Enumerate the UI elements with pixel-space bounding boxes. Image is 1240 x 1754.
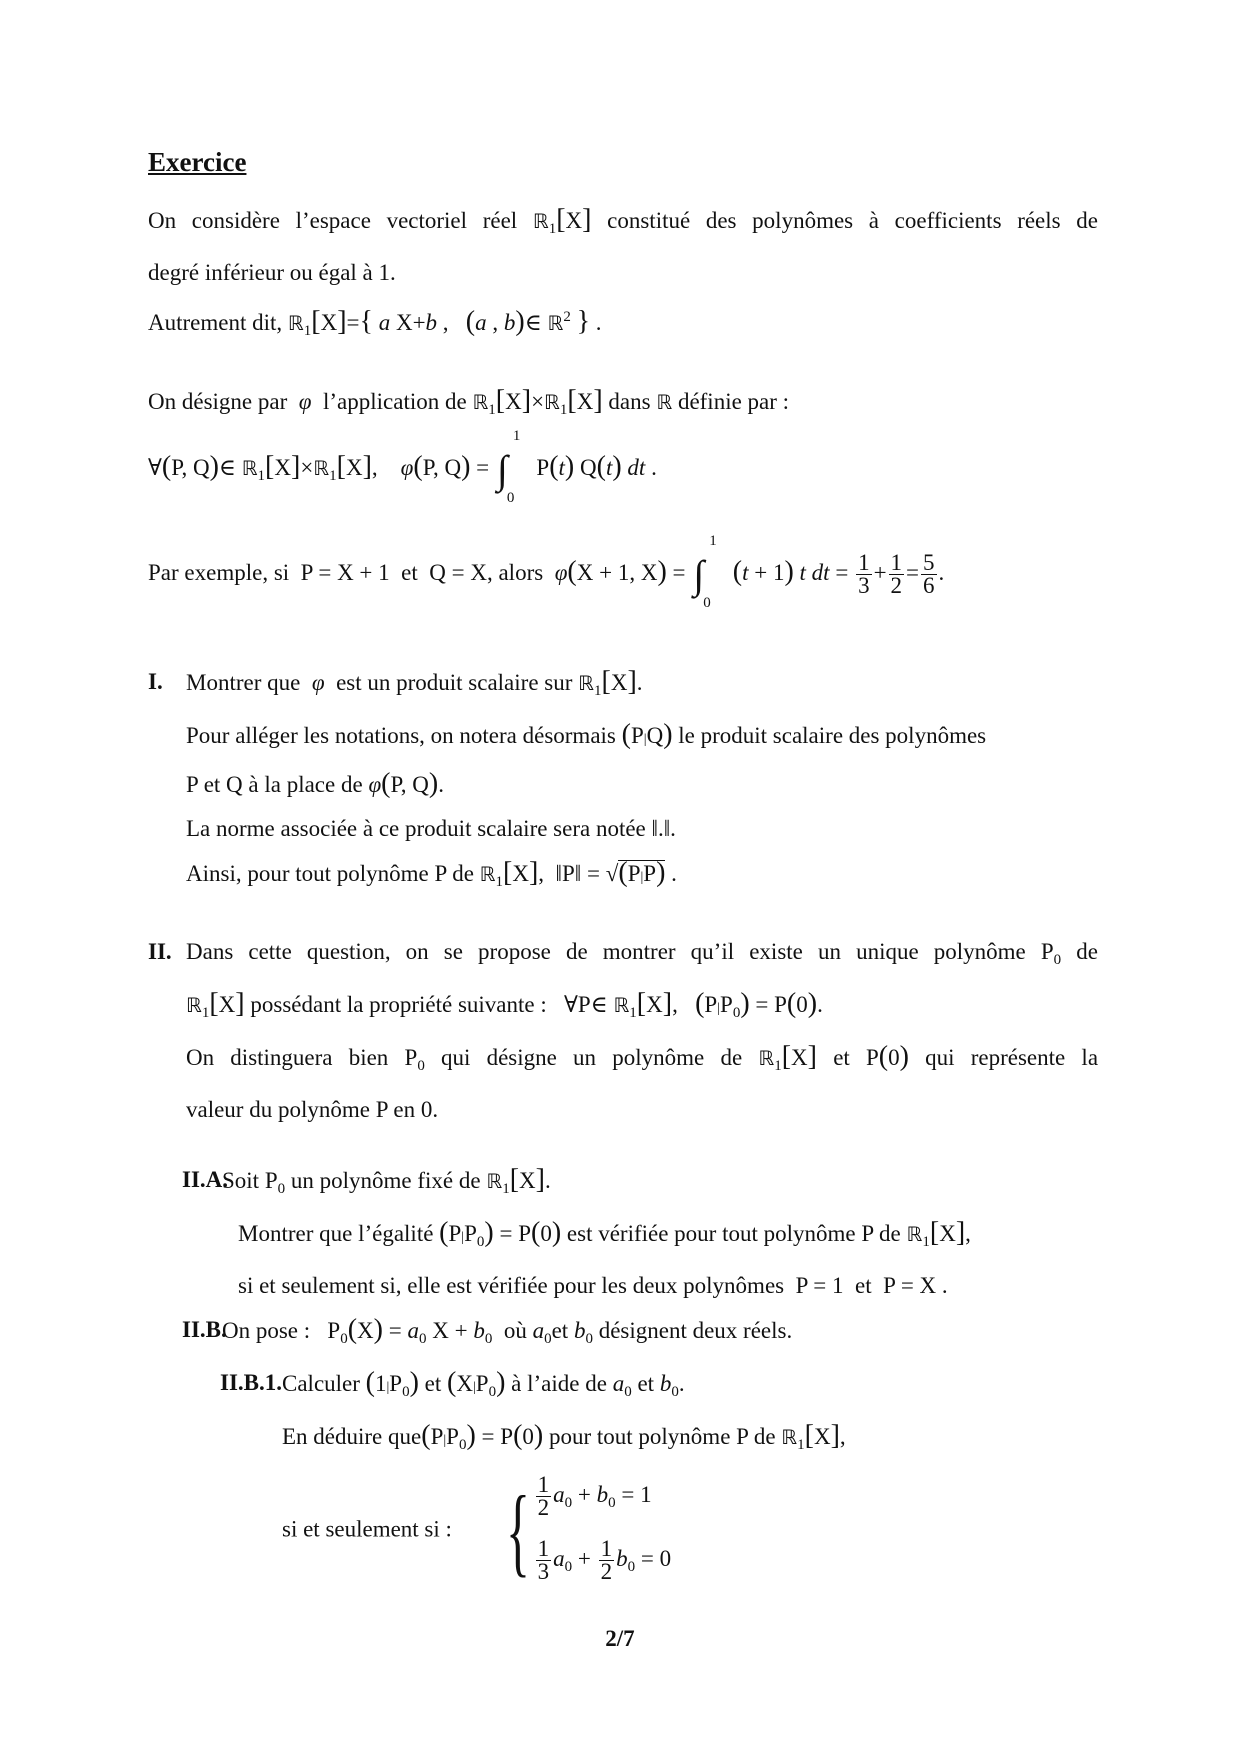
part-2A-label: II.A. [182, 1167, 229, 1192]
part-2: II. Dans cette question, on se propose de montrer qu’il existe un unique polynôme $P_0$ de ℝ$_1$[X] possédant la propriété suivante : ∀P∈ ℝ$_1$[X], $(P|P_0) = P(0)$. On distinguera bien $P_0$ qui désigne un polynôme de ℝ$_1$[X] et P(0) qui représente la valeur du polynôme P en 0. [148, 930, 1098, 1132]
phi-definition-line: On désigne par φ l’application de ℝ$_1$[X]×ℝ$_1$[X] dans ℝ définie par : [148, 385, 790, 418]
exercise-title: Exercice [148, 147, 247, 177]
example-line: Par exemple, si P = X + 1 et Q = X, alors φ(X + 1, X) = ∫ 1 0 (t + 1) t dt = $\frac{1}{3}$ + $\frac{1}{2}$ = $\frac{5}{6}$ . [148, 532, 945, 611]
intro-line-3: Autrement dit, ℝ$_1$[X]={ a X+b , (a , b)∈ ℝ$^2$ } . [148, 306, 602, 339]
part-2B1: II.B.1. Calculer $(1|P_0)$ et $(X|P_0)$ à l’aide de $a_0$ et $b_0$. En déduire $que(P|P_0) = P(0)$ pour tout polynôme P de ℝ$_1$[X], si et seulement si : { $\frac{1}{2}$ $a_0 + b_0 = 1$ $\frac{1}{3}$ $a_0$ + $\frac{1}{2}$ $b_0 = 0$ [148, 1361, 1098, 1589]
intro-line-1: On considère l’espace vectoriel réel ℝ$_1$[X] constitué des polynômes à coefficients réels de [148, 204, 1098, 237]
part-2-label: II. [148, 939, 172, 964]
part-2B1-label: II.B.1. [220, 1370, 282, 1395]
part-2B: II.B. On pose : $P_0(X) = a_0$ $X + b_0$ où $a_0et$ $b_0$ désignent deux réels. [148, 1308, 1098, 1361]
integral-sign: ∫ 1 0 [693, 532, 717, 611]
left-brace: { [505, 1475, 530, 1586]
integral-sign: ∫ 1 0 [496, 427, 521, 506]
part-2A: II.A. Soit $P_0$ un polynôme fixé de ℝ$_1$[X]. Montrer que l’égalité $(P|P_0) = P(0)$ est vérifiée pour tout polynôme P de ℝ$_1$[X], si et seulement si, elle est vérifiée pour les deux polynômes P = 1 et P = X . [148, 1158, 1098, 1308]
part-1-label: I. [148, 669, 163, 694]
equation-1: $\frac{1}{2}$ $a_0 + b_0 = 1$ [537, 1472, 652, 1521]
part-2B-label: II.B. [182, 1317, 227, 1342]
intro-line-2: degré inférieur ou égal à 1. [148, 260, 396, 285]
linear-system: si et seulement si : { $\frac{1}{2}$ $a_0 + b_0 = 1$ $\frac{1}{3}$ $a_0$ + $\frac{1}{2}$ $b_0 = 0$ [282, 1473, 1098, 1589]
document-body [148, 140, 1098, 1589]
equation-2: $\frac{1}{3}$ $a_0$ + $\frac{1}{2}$ $b_0 = 0$ [537, 1536, 672, 1585]
part-1: I. Montrer que φ est un produit scalaire sur ℝ$_1$[X]. Pour alléger les notations, on notera désormais (P|Q) le produit scalaire des polynômes P et Q à la place de φ(P, Q). La norme associée à ce produit scalaire sera notée ‖.‖. Ainsi, pour tout polynôme P de ℝ$_1$[X], ‖P‖ = √(P|P) . [148, 660, 1098, 904]
page-number: 2/7 [605, 1626, 635, 1651]
phi-formula: ∀(P, Q)∈ ℝ$_1$[X]×ℝ$_1$[X], φ(P, Q) = ∫ 1 0 P(t) Q(t) dt . [148, 427, 657, 506]
